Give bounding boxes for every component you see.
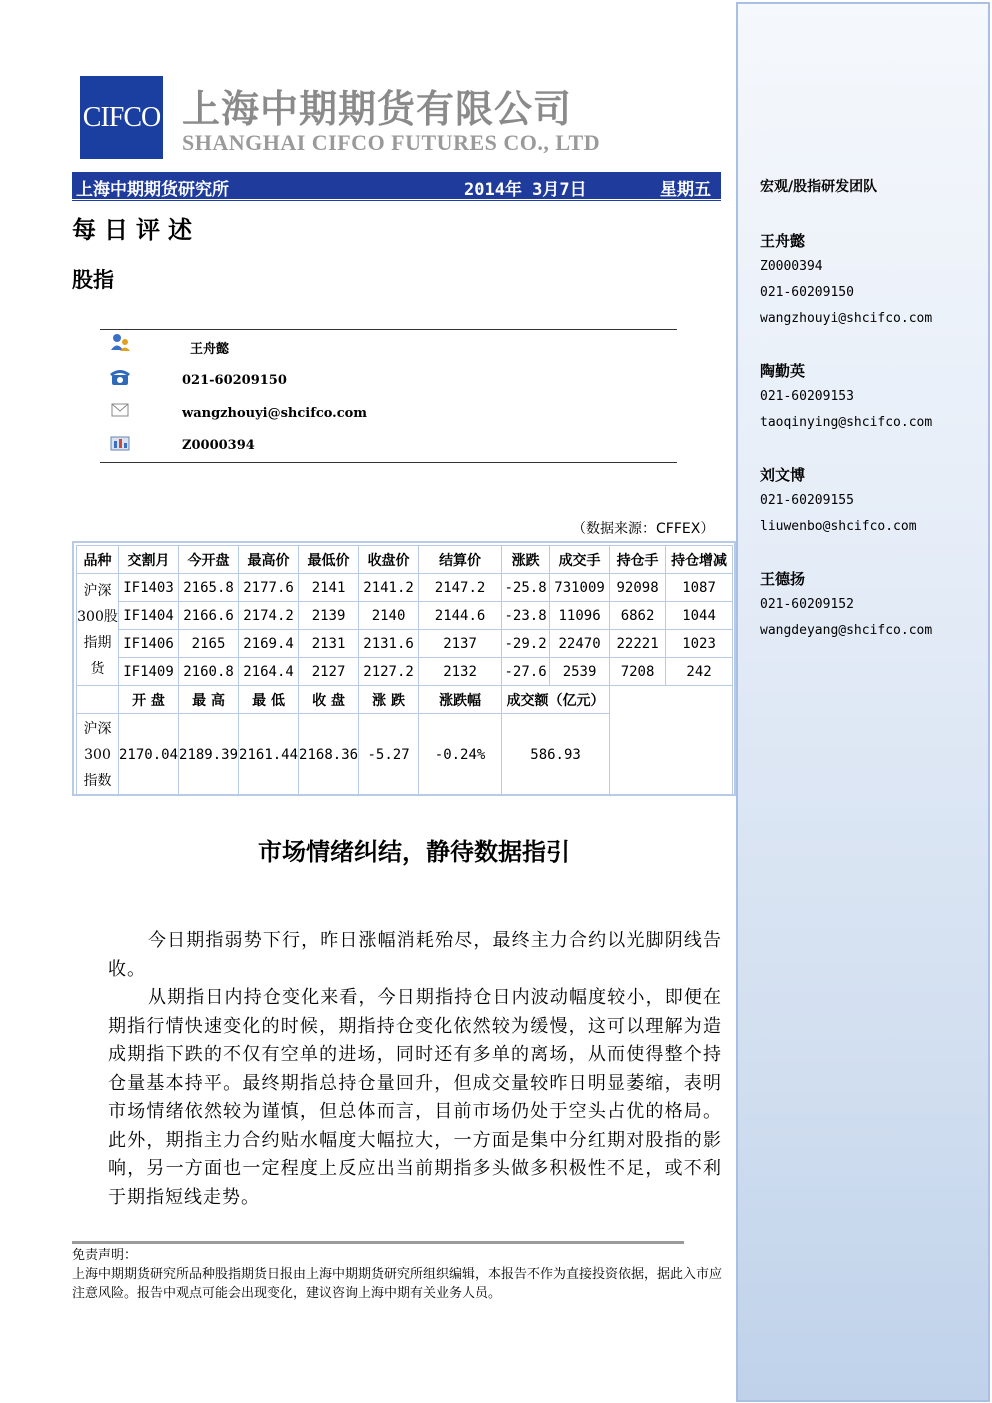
category-line: 指数 — [83, 772, 112, 789]
table-cell: 2168.36 — [299, 714, 359, 796]
contact-email[interactable]: wangzhouyi@shcifco.com — [760, 311, 933, 326]
mail-icon — [110, 401, 130, 419]
table-cell: -5.27 — [359, 714, 419, 796]
table-cell: 2189.39 — [179, 714, 239, 796]
report-date: 2014年 3月7日 — [464, 180, 587, 200]
table-cell: 2170.04 — [119, 714, 179, 796]
table-cell: 2127.2 — [359, 658, 419, 686]
table-cell: -0.24% — [419, 714, 502, 796]
table-cell: 7208 — [610, 658, 666, 686]
company-name-cn: 上海中期期货有限公司 — [182, 87, 573, 131]
table-cell: 11096 — [550, 602, 610, 630]
table-cell: 2161.44 — [239, 714, 299, 796]
sidebar — [736, 2, 990, 1402]
report-type: 每日评述 — [72, 215, 200, 244]
table-cell: 2147.2 — [419, 574, 502, 602]
category-line: 指期 — [83, 634, 112, 651]
contact-email[interactable]: liuwenbo@shcifco.com — [760, 519, 917, 534]
market-data-table — [76, 545, 733, 796]
header-cell: 今开盘 — [179, 546, 239, 574]
disclaimer-label: 免责声明： — [72, 1248, 138, 1263]
sidebar-contact — [760, 358, 932, 436]
table-cell: 2165.8 — [179, 574, 239, 602]
contact-phone: 021-60209152 — [760, 597, 854, 612]
table-cell: 242 — [666, 658, 733, 686]
contact-email[interactable]: wangdeyang@shcifco.com — [760, 623, 933, 638]
table-cell: 2539 — [550, 658, 610, 686]
certificate-icon — [110, 433, 130, 451]
disclaimer-divider — [72, 1241, 684, 1244]
phone-icon — [110, 369, 130, 387]
table-cell: 2141 — [299, 574, 359, 602]
table-cell: -23.8 — [502, 602, 550, 630]
header-cell: 持仓手 — [610, 546, 666, 574]
author-box-top-line — [100, 329, 677, 330]
category-line: 沪深 — [83, 720, 112, 737]
category-line: 300股 — [77, 608, 118, 625]
header-cell: 最高价 — [239, 546, 299, 574]
index-header-row — [77, 686, 733, 714]
author-phone: 021-60209150 — [182, 373, 287, 388]
contact-name: 陶勤英 — [760, 362, 806, 380]
table-cell: 1023 — [666, 630, 733, 658]
table-cell: 1087 — [666, 574, 733, 602]
header-bar — [72, 172, 721, 199]
table-cell: 22221 — [610, 630, 666, 658]
category-line: 货 — [90, 660, 105, 677]
table-row — [77, 630, 733, 658]
table-cell: 1044 — [666, 602, 733, 630]
person-icon — [110, 333, 130, 351]
table-cell: 2165 — [179, 630, 239, 658]
table-cell: 2164.4 — [239, 658, 299, 686]
contact-license: Z0000394 — [760, 259, 823, 274]
report-section: 股指 — [72, 268, 114, 292]
table-cell: -27.6 — [502, 658, 550, 686]
article-title: 市场情绪纠结，静待数据指引 — [258, 838, 570, 866]
sidebar-contact — [760, 462, 917, 540]
disclaimer — [72, 1246, 724, 1303]
article-body — [108, 927, 722, 1212]
market-data-table-frame — [72, 541, 736, 796]
table-cell: 586.93 — [502, 714, 610, 796]
table-cell: IF1409 — [119, 658, 179, 686]
category-line: 沪深 — [83, 582, 112, 599]
contact-email[interactable]: taoqinying@shcifco.com — [760, 415, 933, 430]
table-cell: IF1406 — [119, 630, 179, 658]
contact-name: 刘文博 — [760, 466, 806, 484]
table-cell: IF1404 — [119, 602, 179, 630]
sidebar-contact — [760, 228, 932, 332]
table-cell: 2131 — [299, 630, 359, 658]
contact-phone: 021-60209150 — [760, 285, 854, 300]
contact-name: 王舟懿 — [760, 232, 806, 250]
table-row — [77, 602, 733, 630]
category-line: 300 — [84, 746, 111, 763]
futures-header-row — [77, 546, 733, 574]
institute-name: 上海中期期货研究所 — [76, 180, 229, 200]
header-cell: 品种 — [77, 546, 119, 574]
article-paragraph: 从期指日内持仓变化来看，今日期指持仓日内波动幅度较小，即便在期指行情快速变化的时候，期指持仓变化依然较为缓慢，这可以理解为造成期指下跌的不仅有空单的进场，同时还有多单的离场，从而使得整个持仓量基本持平。最终期指总持仓量回升，但成交量较昨日明显萎缩，表明市场情绪依然较为谨慎，但总体而言，目前市场仍处于空头占优的格局。此外，期指主力合约贴水幅度大幅拉大，一方面是集中分红期对股指的影响，另一方面也一定程度上反应出当前期指多头做多积极性不足，或不利于期指短线走势。 — [108, 987, 722, 1208]
table-cell: 2141.2 — [359, 574, 419, 602]
index-category-cell — [77, 714, 119, 796]
table-cell: 92098 — [610, 574, 666, 602]
disclaimer-text: 上海中期期货研究所品种股指期货日报由上海中期期货研究所组织编辑，本报告不作为直接投资依据，据此入市应注意风险。报告中观点可能会出现变化，建议咨询上海中期有关业务人员。 — [72, 1267, 723, 1301]
table-cell: 731009 — [550, 574, 610, 602]
header-cell: 最低价 — [299, 546, 359, 574]
header-cell: 开 盘 — [119, 686, 179, 714]
contact-name: 王德扬 — [760, 570, 806, 588]
table-cell: IF1403 — [119, 574, 179, 602]
company-logo-mark: CIFCO — [80, 76, 163, 159]
header-cell: 交割月 — [119, 546, 179, 574]
table-cell: 22470 — [550, 630, 610, 658]
table-cell: -25.8 — [502, 574, 550, 602]
table-cell: 2132 — [419, 658, 502, 686]
author-box-bottom-line — [100, 462, 677, 463]
author-license: Z0000394 — [182, 438, 255, 453]
header-cell: 结算价 — [419, 546, 502, 574]
table-cell: 2140 — [359, 602, 419, 630]
table-cell: 2160.8 — [179, 658, 239, 686]
header-cell: 持仓增减 — [666, 546, 733, 574]
header-cell: 收 盘 — [299, 686, 359, 714]
header-cell: 最 低 — [239, 686, 299, 714]
table-row — [77, 574, 733, 602]
table-cell: 2177.6 — [239, 574, 299, 602]
table-cell: 6862 — [610, 602, 666, 630]
header-cell: 涨跌 — [502, 546, 550, 574]
author-name: 王舟懿 — [190, 342, 230, 357]
header-cell: 最 高 — [179, 686, 239, 714]
table-cell: 2174.2 — [239, 602, 299, 630]
table-row — [77, 658, 733, 686]
header-cell: 涨 跌 — [359, 686, 419, 714]
table-cell: 2139 — [299, 602, 359, 630]
author-email: wangzhouyi@shcifco.com — [182, 406, 368, 421]
futures-category-cell — [77, 574, 119, 686]
header-cell: 成交额（亿元） — [502, 686, 610, 714]
table-cell: 2169.4 — [239, 630, 299, 658]
empty-cell — [610, 686, 733, 796]
contact-phone: 021-60209153 — [760, 389, 854, 404]
table-cell: 2131.6 — [359, 630, 419, 658]
company-name-en: SHANGHAI CIFCO FUTURES CO., LTD — [182, 130, 601, 155]
contact-phone: 021-60209155 — [760, 493, 854, 508]
header-cell: 涨跌幅 — [419, 686, 502, 714]
data-source: （数据来源：CFFEX） — [572, 521, 715, 537]
header-divider — [72, 200, 721, 201]
header-cell: 收盘价 — [359, 546, 419, 574]
research-team-title: 宏观/股指研发团队 — [760, 179, 878, 195]
table-cell: 2127 — [299, 658, 359, 686]
table-cell: 2137 — [419, 630, 502, 658]
empty-cell — [77, 686, 119, 714]
header-cell: 成交手 — [550, 546, 610, 574]
article-paragraph: 今日期指弱势下行，昨日涨幅消耗殆尽，最终主力合约以光脚阴线告收。 — [108, 930, 722, 980]
sidebar-contact — [760, 566, 932, 644]
table-cell: -29.2 — [502, 630, 550, 658]
table-cell: 2144.6 — [419, 602, 502, 630]
table-cell: 2166.6 — [179, 602, 239, 630]
report-weekday: 星期五 — [660, 180, 711, 200]
